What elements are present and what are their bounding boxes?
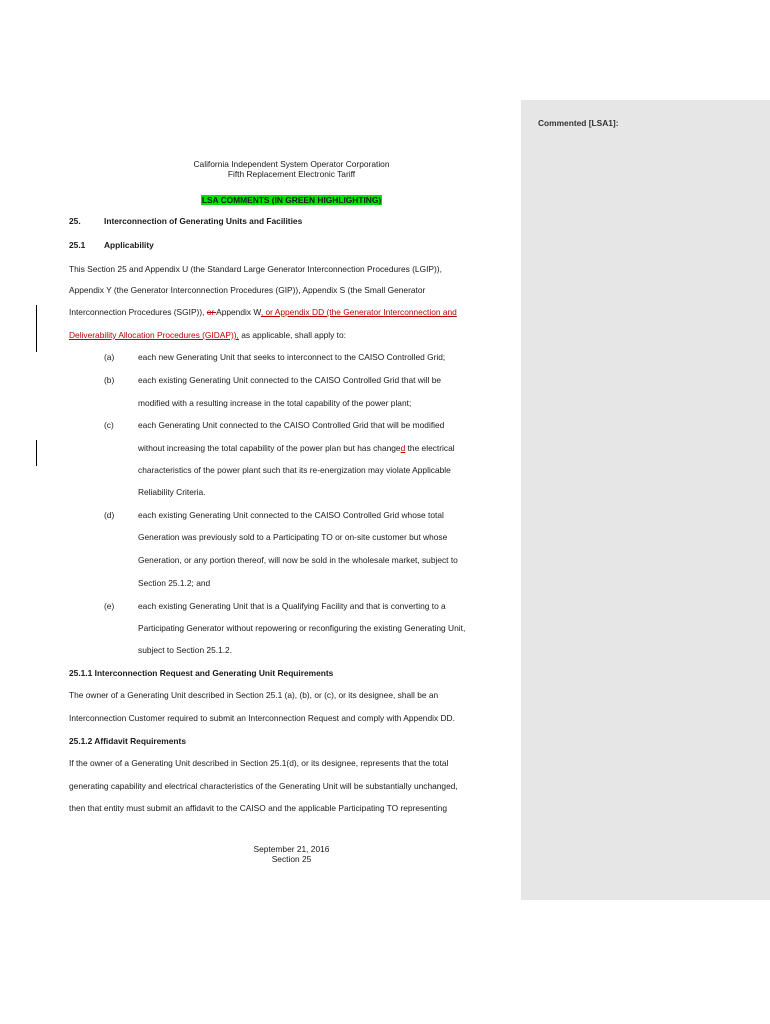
item-d-label: (d) (104, 510, 115, 520)
comment-title[interactable]: Commented [LSA1]: (538, 118, 619, 128)
subsection-2511-heading: 25.1.1 Interconnection Request and Generating Unit Requirements (69, 668, 334, 678)
item-d-line2: Generation was previously sold to a Participating TO or on-site customer but whose (138, 532, 448, 542)
item-d-line1: each existing Generating Unit connected to the CAISO Controlled Grid whose total (138, 510, 444, 520)
item-c-line2-rest: the electrical (405, 443, 455, 453)
item-c-line2 (138, 443, 455, 453)
item-d-line3: Generation, or any portion thereof, will now be sold in the wholesale market, subject to (138, 555, 458, 565)
sub2512-line3: then that entity must submit an affidavit to the CAISO and the applicable Participating TO representing (69, 803, 448, 813)
para1-line1: This Section 25 and Appendix U (the Standard Large Generator Interconnection Procedures (LGIP)), (69, 264, 442, 274)
header-line1: California Independent System Operator Corporation (193, 159, 390, 169)
item-b-line2: modified with a resulting increase in the total capability of the power plant; (138, 398, 412, 408)
para1-line4-text: as applicable, shall apply to: (238, 330, 346, 340)
item-c-line2-text: without increasing the total capability of the power plan but has change (138, 443, 401, 453)
item-a-label: (a) (104, 352, 115, 362)
comments-pane (521, 100, 770, 900)
footer-date: September 21, 2016 (253, 844, 330, 854)
item-a-line1: each new Generating Unit that seeks to interconnect to the CAISO Controlled Grid; (138, 352, 446, 362)
item-c-line1: each Generating Unit connected to the CAISO Controlled Grid that will be modified (138, 420, 445, 430)
item-d-line4: Section 25.1.2; and (138, 578, 211, 588)
subsection-title: Applicability (104, 240, 154, 250)
change-bar (36, 305, 37, 352)
para1-line4 (69, 330, 346, 340)
item-e-line1: each existing Generating Unit that is a Qualifying Facility and that is converting to a (138, 601, 446, 611)
deleted-text: or (206, 307, 217, 317)
subsection-2512-heading: 25.1.2 Affidavit Requirements (69, 736, 186, 746)
inserted-text: , or Appendix DD (the Generator Interconnection and (260, 307, 457, 317)
subsection-number: 25.1 (69, 240, 86, 250)
item-e-label: (e) (104, 601, 115, 611)
change-bar (36, 440, 37, 466)
para1-line3 (69, 307, 457, 317)
item-c-line3: characteristics of the power plant such that its re-energization may violate Applicable (138, 465, 451, 475)
item-b-label: (b) (104, 375, 115, 385)
sub2512-line2: generating capability and electrical characteristics of the Generating Unit will be substantially unchanged, (69, 781, 458, 791)
sub2512-line1: If the owner of a Generating Unit described in Section 25.1(d), or its designee, represents that the total (69, 758, 449, 768)
lsa-banner-row (0, 195, 583, 205)
item-c-label: (c) (104, 420, 114, 430)
lsa-comments-banner: LSA COMMENTS (IN GREEN HIGHLIGHTING) (201, 195, 382, 205)
footer-section: Section 25 (271, 854, 312, 864)
inserted-text: d (400, 443, 406, 453)
item-e-line2: Participating Generator without repowering or reconfiguring the existing Generating Unit, (138, 623, 466, 633)
section-number: 25. (69, 216, 81, 226)
para1-line3-text: Interconnection Procedures (SGIP)), (69, 307, 207, 317)
sub2511-line1: The owner of a Generating Unit described in Section 25.1 (a), (b), or (c), or its designee, shall be an (69, 690, 439, 700)
sub2511-line2: Interconnection Customer required to submit an Interconnection Request and comply with Appendix DD. (69, 713, 455, 723)
para1-line2: Appendix Y (the Generator Interconnection Procedures (GIP)), Appendix S (the Small Generator (69, 285, 426, 295)
item-b-line1: each existing Generating Unit connected to the CAISO Controlled Grid that will be (138, 375, 442, 385)
item-c-line4: Reliability Criteria. (138, 487, 206, 497)
para1-line3-mid: Appendix W (216, 307, 261, 317)
header-line2: Fifth Replacement Electronic Tariff (227, 169, 356, 179)
section-title: Interconnection of Generating Units and Facilities (104, 216, 303, 226)
inserted-text: Deliverability Allocation Procedures (GIDAP)), (69, 330, 239, 340)
item-e-line3: subject to Section 25.1.2. (138, 645, 233, 655)
